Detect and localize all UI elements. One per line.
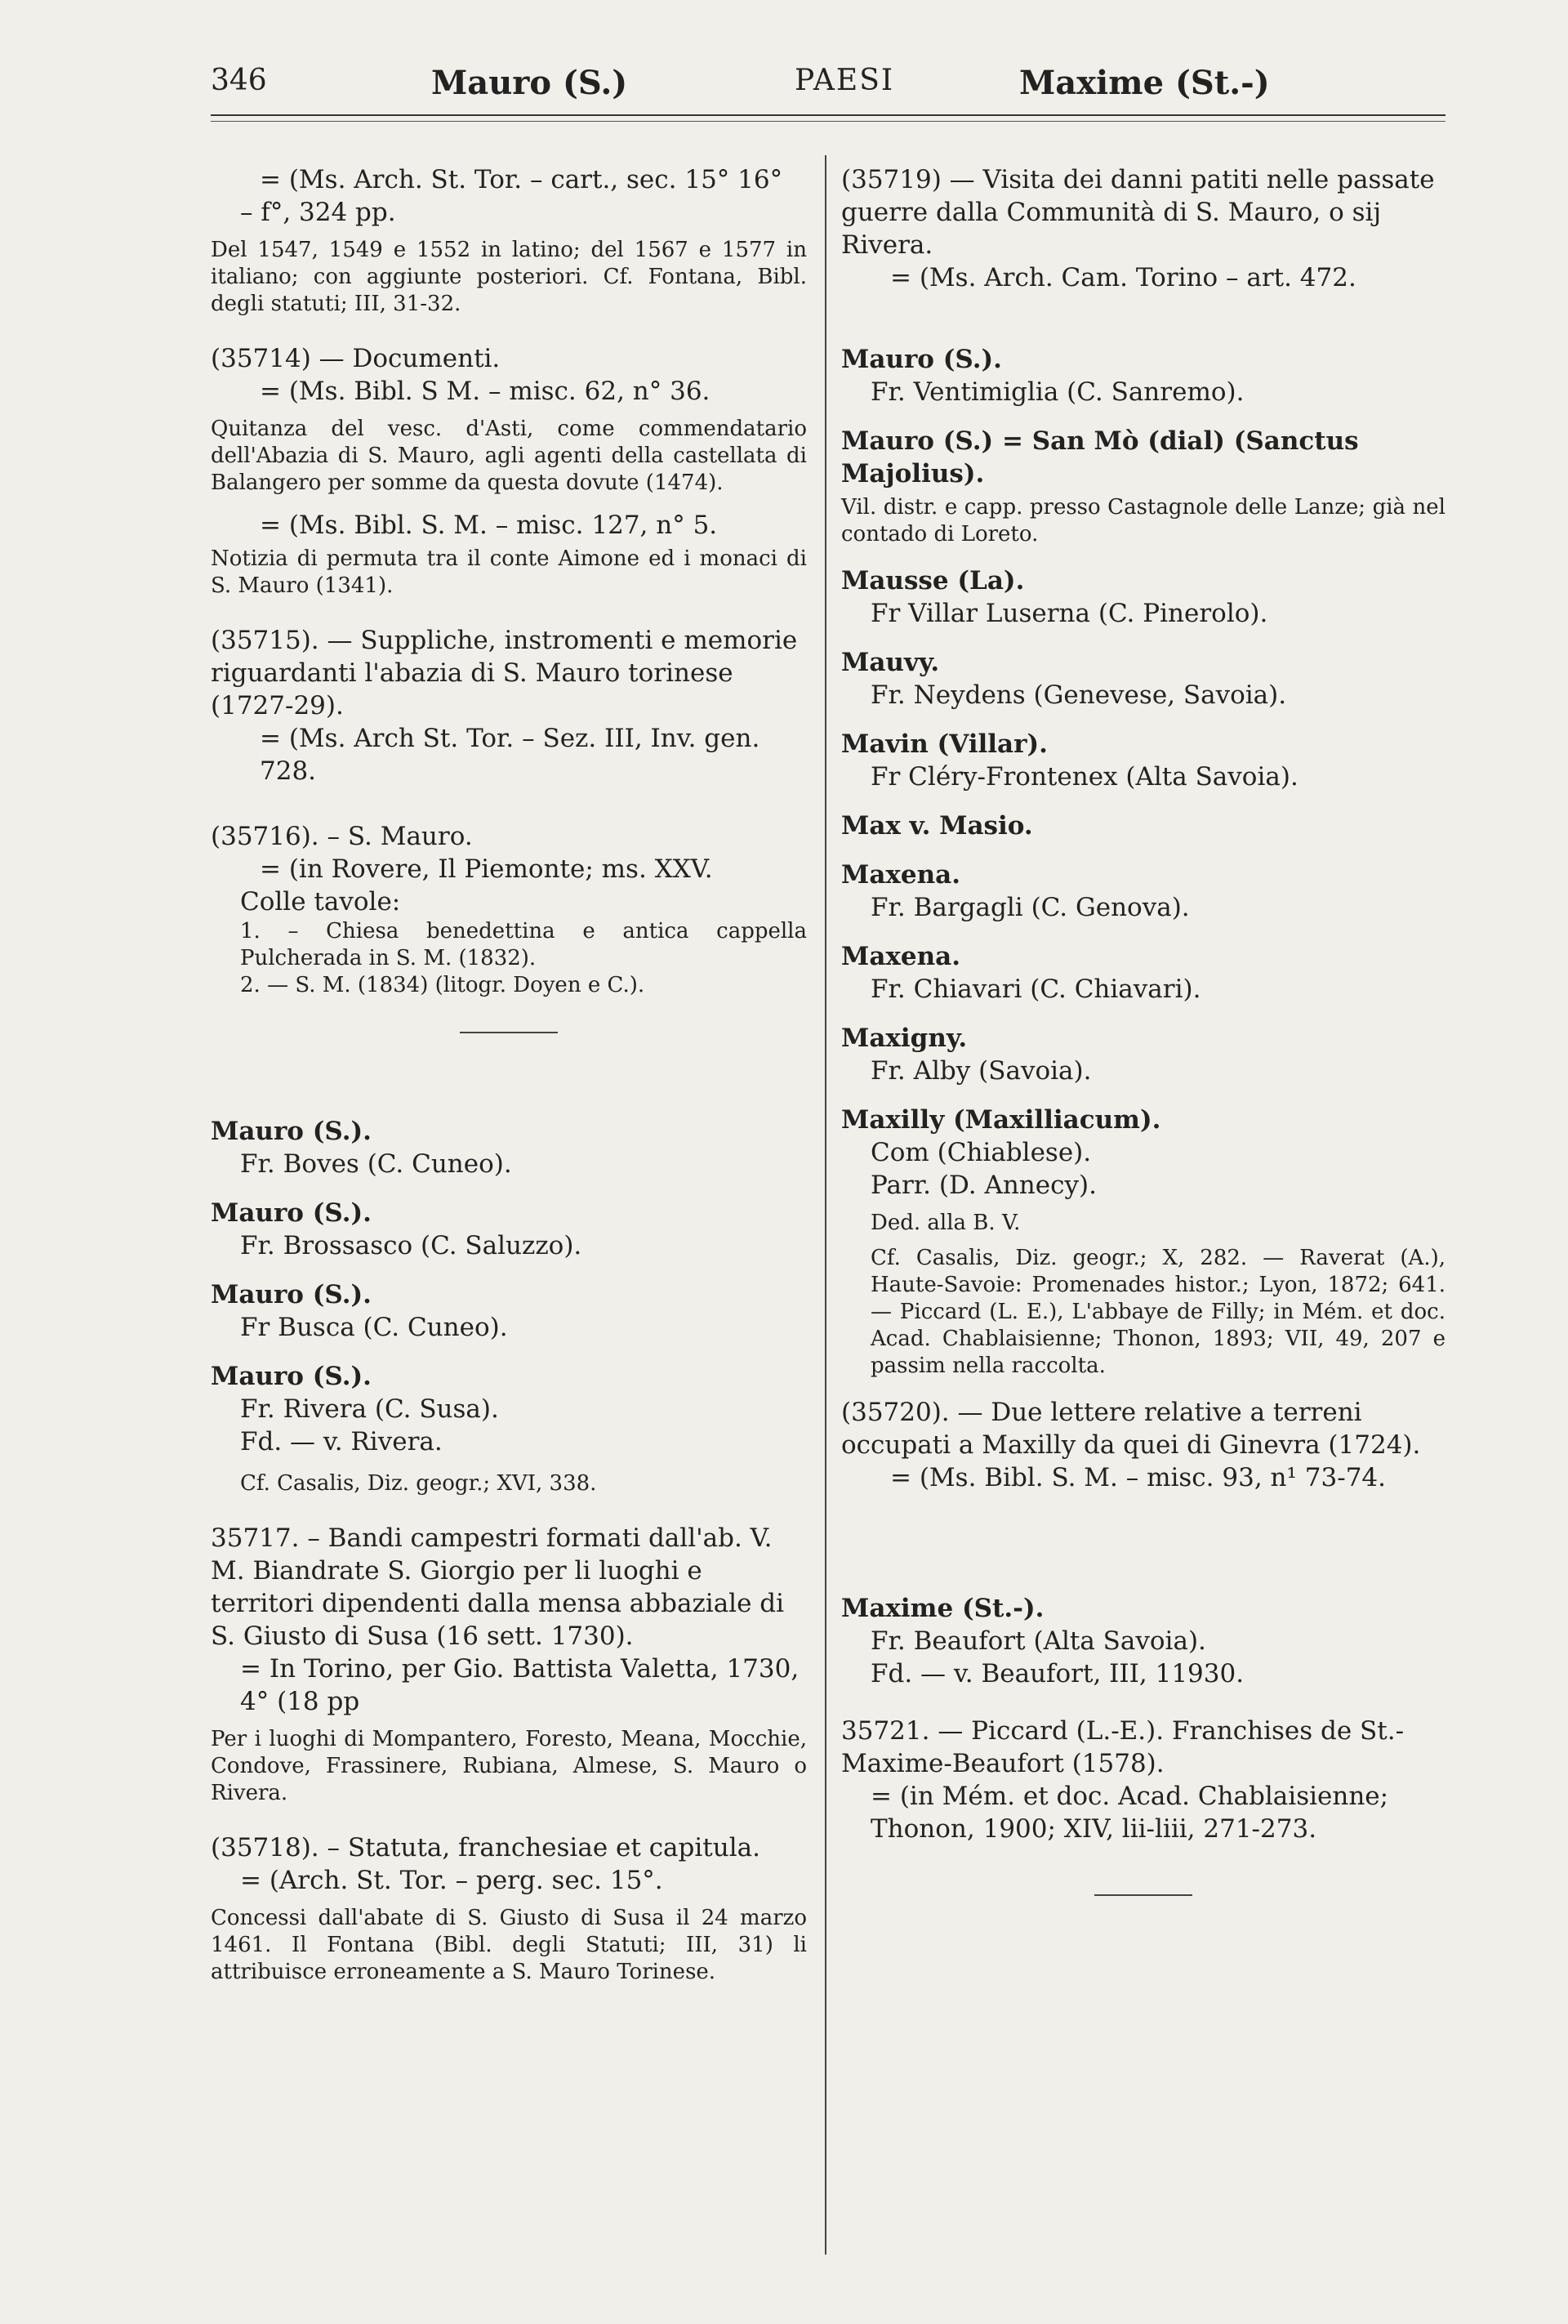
entry-heading: Mauro (S.) = San Mò (dial) (Sanctus Majolius). (841, 426, 1359, 488)
entry-line: Fr Villar Luserna (C. Pinerolo). (871, 599, 1268, 628)
entry-heading: Maxime (St.-). (841, 1594, 1045, 1623)
entry-source: = (Arch. St. Tor. – perg. sec. 15°. (240, 1866, 663, 1895)
entry-line: Fr. Rivera (C. Susa). (240, 1394, 499, 1424)
entry-note: 1. – Chiesa benedettina e antica cappella Pulcherada in S. M. (1832). (240, 919, 807, 970)
entry-note: Ded. alla B. V. (871, 1211, 1021, 1235)
entry-line: Fr. Alby (Savoia). (871, 1056, 1092, 1086)
left-column (211, 163, 807, 1986)
entry-source: = (in Mém. et doc. Acad. Chablaisienne; Thonon, 1900; XIV, lii-liii, 271-273. (871, 1782, 1389, 1844)
header-rule (211, 114, 1446, 116)
entry-heading: Maxena. (841, 860, 961, 890)
header-rule-thin (211, 121, 1446, 122)
entry-source: = (Ms. Bibl. S M. – misc. 62, n° 36. (260, 377, 710, 406)
entry-heading: Mauro (S.). (211, 1280, 372, 1309)
entry-line: Parr. (D. Annecy). (871, 1171, 1097, 1200)
entry-line: Fd. — v. Rivera. (240, 1427, 443, 1456)
page-number: 346 (211, 64, 267, 97)
entry-line: Fr. Neydens (Genevese, Savoia). (871, 680, 1287, 710)
entry-line: Com (Chiablese). (871, 1138, 1092, 1167)
entry-line: Fr. Chiavari (C. Chiavari). (871, 975, 1201, 1004)
entry-source: = (Ms. Bibl. S. M. – misc. 127, n° 5. (260, 511, 718, 540)
entry-heading: 35717. – Bandi campestri formati dall'ab. V. M. Biandrate S. Giorgio per li luoghi e territori dipendenti dalla mensa abbaziale di S. Giusto di Susa (16 sett. 1730). (211, 1523, 785, 1651)
entry-heading: (35718). – Statuta, franchesiae et capitula. (211, 1833, 760, 1862)
entry-heading: (35715). — Suppliche, instromenti e memorie riguardanti l'abazia di S. Mauro torinese (1727-29). (211, 626, 798, 720)
entry-heading: Max v. Masio. (841, 811, 1033, 841)
entry-heading: Mauro (S.). (211, 1117, 372, 1146)
entry-note: Quitanza del vesc. d'Asti, come commendatario dell'Abazia di S. Mauro, agli agenti della castellata di Balangero per somme da questa dovute (1474). (211, 417, 807, 495)
entry-heading: (35716). – S. Mauro. (211, 822, 473, 851)
entry-line: Fr. Beaufort (Alta Savoia). (871, 1626, 1206, 1656)
entry-source: = (Ms. Bibl. S. M. – misc. 93, n¹ 73-74. (890, 1463, 1386, 1492)
entry-source: = (in Rovere, Il Piemonte; ms. XXV. (260, 854, 713, 884)
entry-heading: Mavin (Villar). (841, 729, 1048, 759)
entry-source: = (Ms. Arch. Cam. Torino – art. 472. (890, 263, 1356, 292)
entry-note: Cf. Casalis, Diz. geogr.; XVI, 338. (240, 1471, 597, 1496)
entry-source: = (Ms. Arch St. Tor. – Sez. III, Inv. gen. 728. (260, 724, 760, 786)
center-running-heading: PAESI (795, 64, 895, 97)
entry-heading: (35720). — Due lettere relative a terreni occupati a Maxilly da quei di Ginevra (1724). (841, 1398, 1421, 1460)
entry-line: Fr. Bargagli (C. Genova). (871, 893, 1190, 922)
entry-heading: Mauro (S.). (211, 1198, 372, 1228)
entry-line: Fd. — v. Beaufort, III, 11930. (871, 1659, 1245, 1688)
entry-heading: Maxena. (841, 942, 961, 971)
entry-line: Fr Cléry-Frontenex (Alta Savoia). (871, 762, 1298, 792)
entry-heading: (35719) — Visita dei danni patiti nelle passate guerre dalla Communità di S. Mauro, o sij Rivera. (841, 165, 1435, 260)
entry-note: Del 1547, 1549 e 1552 in latino; del 1567 e 1577 in italiano; con aggiunte posteriori. Cf. Fontana, Bibl. degli statuti; III, 31-32. (211, 238, 807, 316)
entry-note: Per i luoghi di Mompantero, Foresto, Meana, Mocchie, Condove, Frassinere, Rubiana, Almese, S. Mauro o Rivera. (211, 1727, 807, 1805)
running-header (211, 64, 1446, 113)
entry-heading: Mauvy. (841, 648, 940, 677)
entry-source: = In Torino, per Gio. Battista Valetta, 1730, 4° (18 pp (240, 1654, 800, 1716)
left-running-heading: Mauro (S.) (431, 64, 628, 102)
entry-line: Fr. Boves (C. Cuneo). (240, 1149, 512, 1179)
entry-heading: Mauro (S.). (211, 1362, 372, 1391)
entry-heading: Maxilly (Maxilliacum). (841, 1105, 1161, 1135)
section-separator (1094, 1894, 1192, 1896)
column-divider (825, 155, 826, 2255)
entry-note: Vil. distr. e capp. presso Castagnole delle Lanze; già nel contado di Loreto. (841, 495, 1446, 546)
entry-heading: Mauro (S.). (841, 345, 1002, 374)
entry-heading: 35721. — Piccard (L.-E.). Franchises de St.-Maxime-Beaufort (1578). (841, 1716, 1405, 1778)
entry-line: Fr Busca (C. Cuneo). (240, 1313, 508, 1342)
entry-note: Concessi dall'abate di S. Giusto di Susa il 24 marzo 1461. Il Fontana (Bibl. degli Statuti; III, 31) li attribuisce erroneamente a S. Mauro Torinese. (211, 1906, 807, 1984)
entry-note: 2. — S. M. (1834) (litogr. Doyen e C.). (240, 973, 645, 997)
entry-line: = (Ms. Arch. St. Tor. – cart., sec. 15° 16° (260, 165, 783, 194)
right-column (841, 163, 1446, 1896)
entry-line: Fr. Brossasco (C. Saluzzo). (240, 1231, 582, 1260)
entry-line: – f°, 324 pp. (240, 198, 396, 227)
entry-note: Cf. Casalis, Diz. geogr.; X, 282. — Raverat (A.), Haute-Savoie: Promenades histor.; Lyon, 1872; 641. — Piccard (L. E.), L'abbaye de Filly; in Mém. et doc. Acad. Chablaisienne; Thonon, 1893; VII, 49, 207 e passim nella raccolta. (871, 1246, 1446, 1378)
entry-heading: (35714) — Documenti. (211, 344, 501, 373)
entry-heading: Maxigny. (841, 1024, 968, 1053)
entry-heading: Mausse (La). (841, 566, 1025, 595)
entry-note: Notizia di permuta tra il conte Aimone ed i monaci di S. Mauro (1341). (211, 546, 807, 598)
right-running-heading: Maxime (St.-) (1019, 64, 1270, 102)
entry-line: Colle tavole: (240, 887, 401, 917)
entry-line: Fr. Ventimiglia (C. Sanremo). (871, 377, 1245, 407)
